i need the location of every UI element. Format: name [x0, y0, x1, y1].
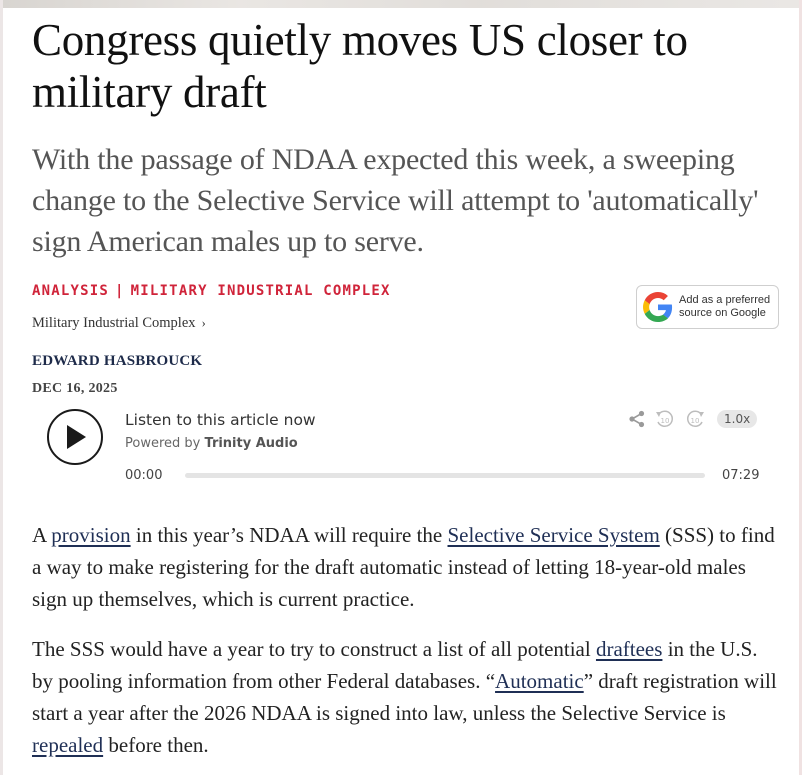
- header-image-edge: [0, 0, 802, 8]
- p2-text-4: before then.: [103, 733, 209, 757]
- p2-text-3: ” draft registration will start a year after the 2026 NDAA is signed into law, unless the Selective Service is: [32, 669, 777, 725]
- article-subtitle: With the passage of NDAA expected this week, a sweeping change to the Selective Service will attempt to 'automatically' sign American males up to serve.: [32, 143, 759, 258]
- body-paragraph-1: [32, 519, 777, 615]
- provision-link[interactable]: provision: [51, 523, 131, 547]
- google-preferred-source-button[interactable]: [636, 285, 779, 329]
- p1-text-2: in this year’s NDAA will require the: [130, 523, 448, 547]
- playback-speed-button[interactable]: 1.0x: [717, 410, 757, 428]
- p1-text-1: A: [32, 523, 52, 547]
- publish-date: DEC 16, 2025: [32, 381, 118, 396]
- article-title: Congress quietly moves US closer to military draft: [32, 15, 688, 117]
- draftees-link[interactable]: draftees: [595, 637, 663, 661]
- google-button-text: [679, 294, 770, 320]
- powered-by-label: [125, 436, 298, 451]
- kicker-category-link[interactable]: MILITARY INDUSTRIAL COMPLEX: [130, 283, 391, 299]
- p1-text-3: (SSS) to find a way to make registering for the draft automatic instead of letting 18-year-old males sign up themselves, which is current practice.: [32, 523, 775, 611]
- powered-prefix: Powered by: [125, 436, 201, 451]
- share-icon[interactable]: [628, 410, 646, 428]
- body-paragraph-2: [32, 633, 777, 761]
- section-link-label: Military Industrial Complex: [32, 315, 196, 331]
- chevron-right-icon: ›: [201, 315, 206, 330]
- automatic-link[interactable]: Automatic: [495, 669, 584, 693]
- play-icon: [65, 424, 87, 450]
- powered-brand: Trinity Audio: [204, 436, 298, 451]
- listen-label: Listen to this article now: [125, 411, 316, 429]
- player-toolbar: [628, 408, 757, 430]
- section-breadcrumb-link[interactable]: [32, 315, 206, 332]
- kicker-analysis-link[interactable]: ANALYSIS: [32, 283, 110, 299]
- google-button-line1: Add as a preferred: [679, 294, 771, 306]
- forward-10-label: 10: [690, 417, 700, 425]
- author-name[interactable]: EDWARD HASBROUCK: [32, 353, 203, 369]
- rewind-10-label: 10: [660, 417, 670, 425]
- page-left-edge: [0, 0, 3, 775]
- p2-text-1: The SSS would have a year to try to construct a list of all potential: [32, 637, 596, 661]
- forward-10-icon[interactable]: [684, 409, 706, 429]
- selective-service-system-link[interactable]: Selective Service System: [447, 523, 660, 547]
- play-button[interactable]: [47, 409, 103, 465]
- repealed-link[interactable]: repealed: [32, 733, 104, 757]
- audio-player: [40, 400, 780, 495]
- total-duration: 07:29: [722, 468, 760, 483]
- progress-bar[interactable]: [185, 473, 705, 478]
- google-button-line2: source on Google: [679, 307, 766, 319]
- p2-text-2: in the U.S. by pooling information from other Federal databases. “: [32, 637, 758, 693]
- google-logo-icon: [643, 292, 673, 322]
- rewind-10-icon[interactable]: [654, 409, 676, 429]
- kicker-separator: |: [115, 283, 125, 299]
- article-kicker: [32, 283, 391, 299]
- current-time: 00:00: [125, 468, 163, 483]
